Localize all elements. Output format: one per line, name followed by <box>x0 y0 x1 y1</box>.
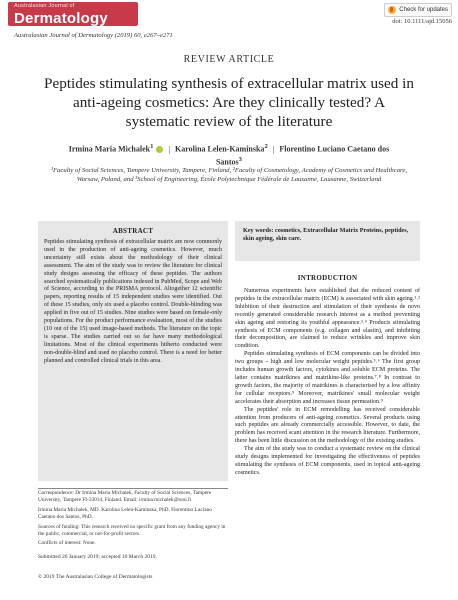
logo-title: Dermatology <box>14 10 108 27</box>
conflicts-note: Conflicts of interest: None. <box>38 540 96 547</box>
orcid-icon[interactable] <box>156 146 163 153</box>
check-for-updates-label: Check for updates <box>399 7 448 13</box>
author-affiliation-marker: 1 <box>150 143 154 150</box>
author-separator: | <box>272 144 275 154</box>
funding-note: Sources of funding: This research received no specific grant from any funding agency in the public, commercial, or not-for-profit sectors. <box>38 523 226 537</box>
check-for-updates-button[interactable] <box>384 3 452 17</box>
doi-link[interactable]: doi: 10.1111/ajd.15056 <box>392 18 452 25</box>
journal-logo[interactable] <box>8 2 138 26</box>
article-type: REVIEW ARTICLE <box>183 54 275 65</box>
paragraph: The aim of the study was to conduct a systematic review on the clinical study designs implemented for investigating the effectiveness of peptides stimulating the synthesis of ECM components, used in topical anti-ageing cosmetics. <box>235 446 420 476</box>
abstract-text: Peptides stimulating synthesis of extracellular matrix are now commonly used in the production of anti-ageing cosmetics. However, much uncertainty still exists about the methodology of their clinical assessment. The aim of the study was to review the literature for clinical study designs assessing the efficacy of these peptides. The authors searched systematically publications indexed in PubMed, Scope and Web of Science, according to the PRISMA protocol. Altogether 12 scientific papers, reporting results of 15 independent studies were identified. Out of these 15 studies, only six used a placebo control. Double-blinding was applied in five out of 15 studies. Nine studies were based on female-only populations. For the product performance evaluation, most of the studies (10 out of the 15) used image-based methods. The literature on the topic is sparse. The studies carried out so far have many methodological limitations. Most of the clinical experiments hitherto conducted were non-double-blind and used no placebo control. There is a need for better planned and controlled clinical trials in this area. <box>44 239 222 364</box>
abstract-heading: ABSTRACT <box>112 227 154 235</box>
paragraph: Numerous experiments have established that the reduced content of peptides in the extracellular matrix (ECM) is associated with skin ageing.¹˒² Inhibition of their destruction and stimulation of their synthesis de novo recently generated considerable research interest as a method preventing skin ageing and restoring its youthful appearance.³˒⁴ Products stimulating synthesis of ECM components (e.g. collagen and elastin), and inhibiting their decomposition, are claimed to reduce wrinkles and improve skin condition. <box>235 288 420 350</box>
author-name[interactable]: Karolina Lelen-Kaminska <box>175 144 265 154</box>
abstract-box <box>38 221 228 481</box>
author-credentials-note: Irmina Maria Michalek, MD. Karolina Lelen-Kaminska, PhD. Florentino Luciano Caetano dos Santos, PhD. <box>38 506 212 520</box>
crossmark-icon <box>388 6 396 14</box>
logo-subtitle: Australasian Journal of <box>14 3 75 9</box>
correspondence-note: Correspondence: Dr Irmina Maria Michalek, Faculty of Social Sciences, Tampere University, Tampere FI-33014, Finland. Email: irmina.michalek@tuni.fi <box>38 490 212 503</box>
footnote-divider <box>38 488 228 489</box>
footnotes <box>38 490 228 550</box>
author-name[interactable]: Irmina Maria Michalek <box>68 144 151 154</box>
paragraph: The peptides' role in ECM remodelling has received considerable attention from producers of anti-ageing cosmetics. Several products using such peptides are already commercially accessible. However, to date, the problem has received scant attention in the research literature. Furthermore, there has been little discussion on the methodology of the existing studies. <box>235 406 420 445</box>
journal-citation: Australasian Journal of Dermatology (2019) 60, e267–e271 <box>14 32 173 39</box>
copyright-notice: © 2019 The Australasian College of Dermatologists <box>38 574 153 580</box>
paragraph: Peptides stimulating synthesis of ECM components can be divided into two groups – high and low molecular weight peptides.⁵˒⁶ The first group includes human growth factors, cytokines and soluble ECM proteins. The latter contains matrikines and matrikine-like proteins.⁷˒⁸ In contrast to growth factors, the majority of matrikines is characterised by a low affinity for cellular receptors.⁹ Moreover, matrikines' small molecular weight accelerates their absorption and increases tissue permeation.⁹ <box>235 351 420 405</box>
introduction-heading: INTRODUCTION <box>297 274 358 282</box>
author-affiliations: ¹Faculty of Social Sciences, Tampere University, Tampere, Finland, ²Faculty of Cosmetology, Academy of Cosmetics and Healthcare, Warsaw, Poland, and ³School of Engineering, École Polytechnique Fédérale de Lausanne, Lausanne, Switzerland <box>50 167 408 183</box>
article-title: Peptides stimulating synthesis of extracellular matrix used in anti-ageing cosmetics: Are they clinically tested? A systematic review of the literature <box>44 75 414 130</box>
author-separator: | <box>168 144 171 154</box>
author-affiliation-marker: 3 <box>238 155 242 163</box>
author-affiliation-marker: 2 <box>264 143 268 150</box>
author-name[interactable]: Florentino Luciano Caetano dos Santos <box>215 144 390 167</box>
introduction-body <box>235 288 420 478</box>
submission-dates: Submitted 26 January 2019; accepted 10 March 2019. <box>38 554 157 560</box>
keywords-box: Key words: cosmetics, Extracellular Matrix Proteins, peptides, skin ageing, skin care. <box>235 221 420 261</box>
author-list <box>60 142 398 167</box>
